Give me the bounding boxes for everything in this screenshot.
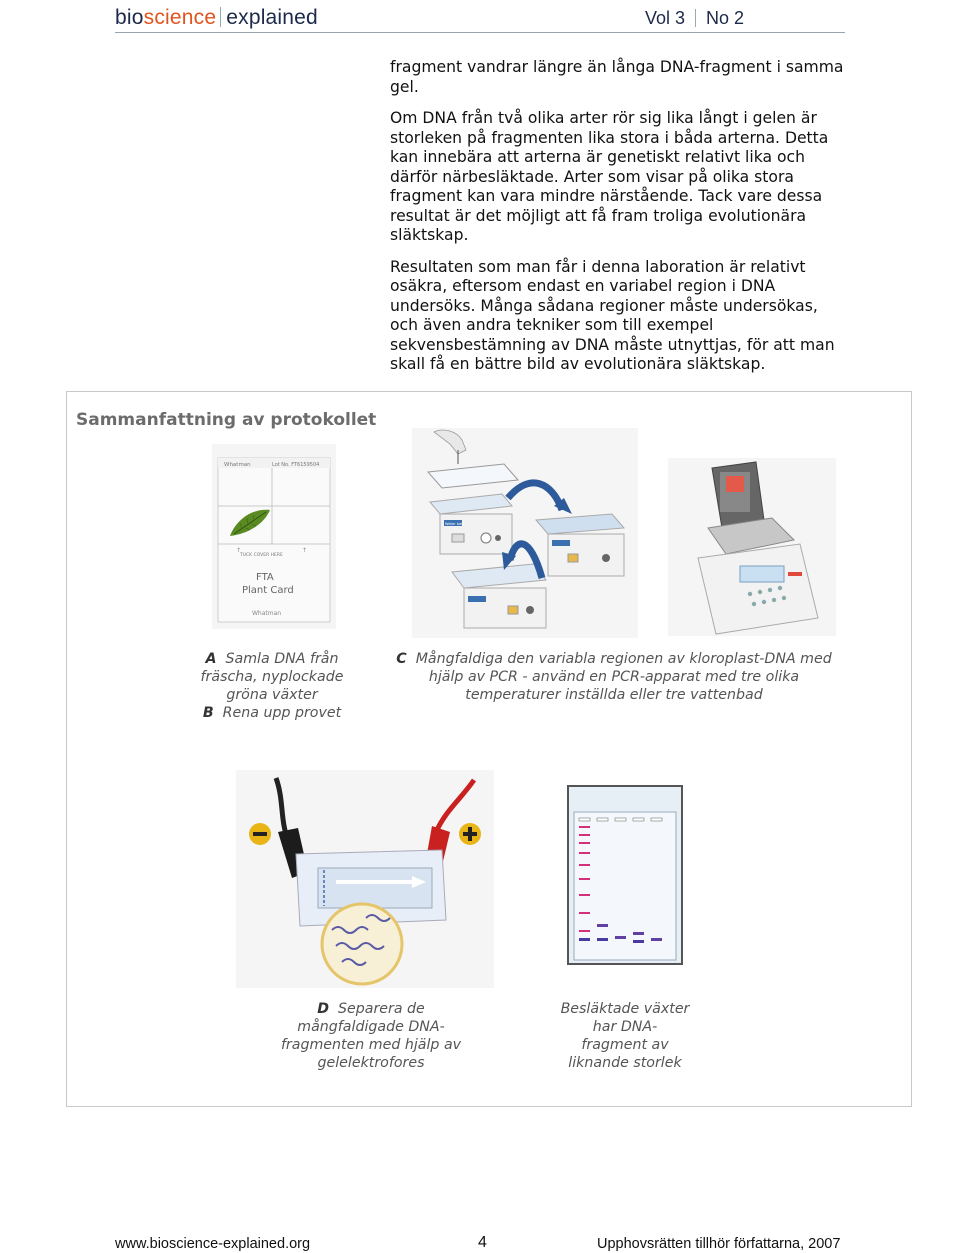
water-bath-2	[536, 514, 624, 576]
page-header	[0, 0, 960, 34]
caption-b	[186, 704, 358, 722]
arrow-up-icon: ↑	[302, 547, 308, 554]
pcr-machine-graphic	[668, 458, 836, 636]
brand-science: science	[143, 6, 217, 29]
caption-c	[394, 650, 834, 704]
dna-magnifier-icon	[322, 904, 402, 984]
arrow-up-icon: ↑	[236, 547, 242, 554]
paragraph-3: Resultaten som man får i denna laboration är relativt osäkra, eftersom endast en variabel region i DNA undersöks. Många sådana regioner måste undersökas, och även andra tekniker som till exempel sekvensbestämning av DNA måste utnyttjas, för att man skall få en bättre bild av evolutionära släktskap.	[390, 257, 835, 373]
protocol-title: Sammanfattning av protokollet	[76, 410, 377, 430]
water-bath-illustration	[412, 428, 638, 638]
caption-d	[274, 1000, 468, 1072]
card-lot-text: Lot No. FT6159504	[272, 462, 320, 468]
issue-info	[645, 8, 744, 29]
issue-divider	[695, 9, 696, 27]
arrow-right-icon	[508, 483, 562, 510]
paragraph-1: fragment vandrar längre än långa DNA-fragment i samma gel.	[390, 58, 844, 96]
plus-icon	[459, 823, 481, 845]
pcr-machine-illustration	[668, 458, 836, 636]
caption-d-letter: D	[317, 1001, 329, 1017]
gel-result-graphic	[566, 780, 684, 966]
bath-label: Water bath	[445, 522, 465, 526]
card-brand-text: Whatman	[224, 462, 251, 468]
water-bath-1	[430, 494, 512, 554]
brand-divider	[220, 7, 221, 27]
caption-e	[560, 1000, 690, 1072]
caption-d-text: Separera de mångfaldigade DNA-fragmenten med hjälp av gelelektrofores	[280, 1001, 462, 1071]
minus-icon	[249, 823, 271, 845]
card-footer-brand: Whatman	[252, 610, 282, 617]
paragraph-2: Om DNA från två olika arter rör sig lika långt i gelen är storleken på fragmenten lika stora i båda arterna. Detta kan innebära att arterna är genetiskt relativt lika och därför närbesläktade. Arter som visar på olika stora fragment kan vara mindre närstående. Tack vare dessa resultat är det möjligt att få fram troliga evolutionära släktskap.	[390, 109, 829, 244]
electrophoresis-graphic	[236, 770, 494, 988]
footer-copyright: Upphovsrätten tillhör författarna, 2007	[597, 1236, 841, 1252]
caption-a-text: Samla DNA från fräscha, nyplockade gröna växter	[200, 651, 344, 703]
caption-a-letter: A	[205, 651, 217, 667]
footer-url[interactable]: www.bioscience-explained.org	[115, 1236, 311, 1252]
caption-c-letter: C	[396, 651, 407, 667]
card-name-fta: FTA	[256, 572, 274, 583]
journal-logo	[115, 6, 318, 30]
pcr-display	[740, 566, 784, 582]
caption-b-letter: B	[202, 705, 214, 721]
water-bath-graphic	[412, 428, 638, 638]
number-label: No 2	[706, 8, 745, 28]
caption-ab	[186, 650, 358, 722]
fta-card-graphic	[212, 444, 336, 629]
article-text	[390, 58, 850, 387]
electrophoresis-illustration	[236, 770, 494, 988]
page-number: 4	[478, 1234, 487, 1251]
caption-c-text: Mångfaldiga den variabla regionen av kloroplast-DNA med hjälp av PCR - använd en PCR-apparat med tre olika temperaturer inställda eller tre vattenbad	[415, 651, 832, 703]
header-rule	[115, 32, 845, 33]
water-bath-3	[452, 564, 546, 628]
brand-explained: explained	[226, 6, 318, 29]
caption-e-text: Besläktade växter har DNA-fragment av liknande storlek	[560, 1001, 690, 1071]
card-name-plant: Plant Card	[242, 585, 294, 596]
volume-label: Vol 3	[645, 8, 686, 28]
card-tuck-text: TUCK COVER HERE	[240, 553, 283, 558]
caption-b-text: Rena upp provet	[222, 705, 342, 721]
caption-a	[186, 650, 358, 704]
hand-icon	[434, 430, 466, 464]
fta-card-illustration	[212, 444, 336, 629]
gel-result-illustration	[566, 780, 684, 966]
brand-bio: bio	[115, 6, 144, 29]
